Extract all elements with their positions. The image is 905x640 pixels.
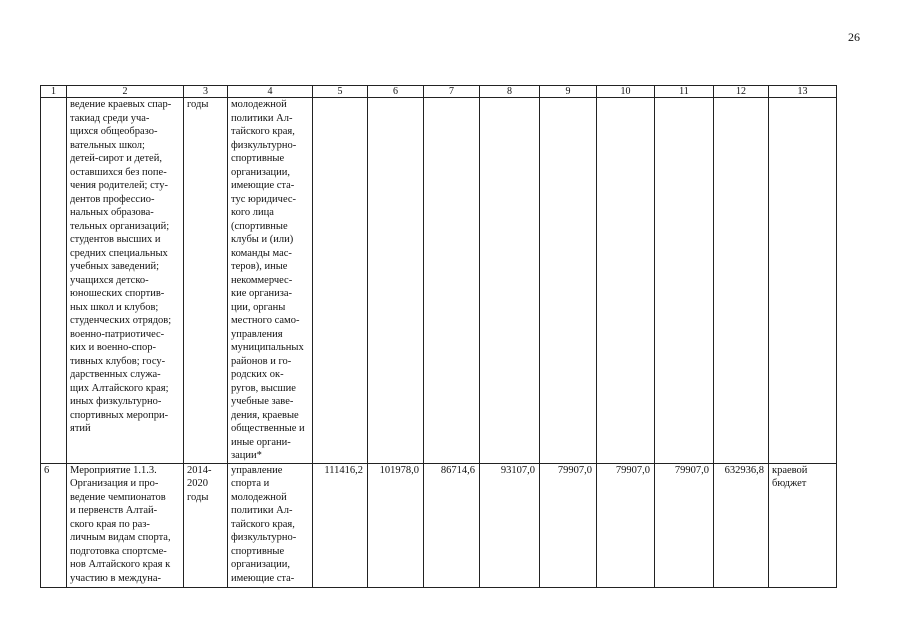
cell-text-line: родских ок- xyxy=(231,369,284,380)
cell-text-line: личным видам спорта, xyxy=(70,532,171,543)
cell-text-line: общественные и xyxy=(231,423,305,434)
cell-text-line: тивных клубов; госу- xyxy=(70,355,166,367)
cell-text-line: управление xyxy=(231,464,283,476)
cell-text-line: управления xyxy=(231,328,283,340)
value-cell xyxy=(480,98,540,464)
value-cell-2016: 86714,6 xyxy=(424,463,480,587)
cell-text-line: 2020 xyxy=(187,478,208,489)
cell-text-line: ции, органы xyxy=(231,301,286,313)
table-header-row xyxy=(41,86,837,98)
header-cell: 3 xyxy=(184,86,228,98)
cell-text-line: щих Алтайского края; xyxy=(70,382,169,394)
value-cell-2020: 79907,0 xyxy=(655,463,714,587)
cell-text-line: нов Алтайского края к xyxy=(70,559,171,570)
cell-text-line: ругов, высшие xyxy=(231,382,296,394)
cell-text-line: иных физкультурно- xyxy=(70,396,162,407)
cell-text-line: детей-сирот и детей, xyxy=(70,153,162,164)
cell-text-line: тельных организаций; xyxy=(70,220,170,232)
cell-text-line: зации* xyxy=(231,450,262,461)
value-cell-total: 632936,8 xyxy=(714,463,769,587)
cell-text-line: клубы и (или) xyxy=(231,234,294,245)
cell-text-line: команды мас- xyxy=(231,247,292,259)
table-row xyxy=(41,463,837,587)
cell-text-line: спортивные xyxy=(231,545,285,557)
cell-text-line: дения, краевые xyxy=(231,409,299,421)
cell-text-line: организации, xyxy=(231,559,290,570)
header-cell: 6 xyxy=(368,86,424,98)
cell-text-line: тайского края, xyxy=(231,518,295,530)
cell-text-line: организации, xyxy=(231,166,290,178)
value-cell xyxy=(597,98,655,464)
cell-text-line: муниципальных xyxy=(231,342,304,353)
cell-text-line: оставшихся без попе- xyxy=(70,166,167,178)
value-cell-2015: 101978,0 xyxy=(368,463,424,587)
cell-text-line: спорта и xyxy=(231,478,270,489)
cell-text-line: щихся общеобразо- xyxy=(70,126,158,137)
period-cell xyxy=(184,98,228,464)
cell-text-line: годы xyxy=(187,491,209,503)
cell-text-line: имеющие ста- xyxy=(231,572,295,584)
cell-text-line: молодежной xyxy=(231,491,287,503)
cell-text-line: спортивных меропри- xyxy=(70,409,169,421)
cell-text-line: физкультурно- xyxy=(231,139,297,151)
value-cell xyxy=(368,98,424,464)
cell-text-line: 2014- xyxy=(187,464,212,476)
value-cell-2019: 79907,0 xyxy=(597,463,655,587)
cell-text-line: чения родителей; сту- xyxy=(70,180,168,191)
cell-text-line: ких и военно-спор- xyxy=(70,342,157,353)
value-cell xyxy=(655,98,714,464)
cell-text-line: ведение чемпионатов xyxy=(70,491,166,503)
cell-text-line: годы xyxy=(187,99,209,110)
cell-text-line: нальных образова- xyxy=(70,207,154,218)
cell-text-line: некоммерчес- xyxy=(231,274,293,286)
cell-text-line: вательных школ; xyxy=(70,139,145,151)
table-row xyxy=(41,98,837,464)
cell-text-line: политики Ал- xyxy=(231,505,293,516)
cell-text-line: бюджет xyxy=(772,478,807,489)
cell-text-line: ятий xyxy=(70,423,91,434)
cell-text-line: политики Ал- xyxy=(231,112,293,124)
cell-text-line: кие организа- xyxy=(231,288,293,299)
cell-text-line: учебные заве- xyxy=(231,396,294,407)
cell-text-line: местного само- xyxy=(231,315,300,326)
header-cell: 9 xyxy=(540,86,597,98)
cell-text-line: и первенств Алтай- xyxy=(70,505,158,516)
value-cell xyxy=(424,98,480,464)
cell-text-line: учащихся детско- xyxy=(70,274,149,286)
value-cell xyxy=(714,98,769,464)
value-cell-2014: 111416,2 xyxy=(313,463,368,587)
cell-text-line: (спортивные xyxy=(231,220,288,232)
cell-text-line: юношеских спортив- xyxy=(70,288,165,299)
header-cell: 5 xyxy=(313,86,368,98)
cell-text-line: подготовка спортсме- xyxy=(70,545,167,557)
header-cell: 7 xyxy=(424,86,480,98)
cell-text-line: ных школ и клубов; xyxy=(70,301,159,313)
cell-text-line: студенческих отрядов; xyxy=(70,315,172,326)
cell-text-line: дарственных служа- xyxy=(70,369,161,380)
header-cell: 1 xyxy=(41,86,67,98)
cell-text-line: дентов профессио- xyxy=(70,193,155,205)
executors-cell xyxy=(228,463,313,587)
executors-cell xyxy=(228,98,313,464)
header-cell: 11 xyxy=(655,86,714,98)
cell-text-line: имеющие ста- xyxy=(231,180,295,191)
cell-text-line: ведение краевых спар- xyxy=(70,99,172,110)
cell-text-line: тус юридичес- xyxy=(231,193,297,205)
cell-text-line: краевой xyxy=(772,464,808,476)
cell-text-line: такиад среди уча- xyxy=(70,112,150,124)
cell-text-line: средних специальных xyxy=(70,247,168,259)
value-cell xyxy=(540,98,597,464)
header-cell: 8 xyxy=(480,86,540,98)
row-number-cell xyxy=(41,98,67,464)
cell-text-line: физкультурно- xyxy=(231,532,297,543)
cell-text-line: кого лица xyxy=(231,207,274,218)
cell-text-line: тайского края, xyxy=(231,126,295,137)
cell-text-line: учебных заведений; xyxy=(70,261,160,272)
cell-text-line: участию в междуна- xyxy=(70,572,162,584)
page-number: 26 xyxy=(848,30,860,44)
period-cell xyxy=(184,463,228,587)
header-cell: 13 xyxy=(769,86,837,98)
cell-text-line: военно-патриотичес- xyxy=(70,328,165,340)
row-number-cell: 6 xyxy=(41,463,67,587)
cell-text-line: теров), иные xyxy=(231,261,288,272)
funding-source-cell xyxy=(769,463,837,587)
cell-text-line: студентов высших и xyxy=(70,234,161,245)
event-description-cell xyxy=(67,98,184,464)
budget-table xyxy=(40,85,837,588)
cell-text-line: спортивные xyxy=(231,153,285,164)
cell-text-line: молодежной xyxy=(231,99,287,110)
cell-text-line: Организация и про- xyxy=(70,478,159,489)
cell-text-line: иные органи- xyxy=(231,436,291,448)
header-cell: 2 xyxy=(67,86,184,98)
header-cell: 12 xyxy=(714,86,769,98)
event-description-cell xyxy=(67,463,184,587)
value-cell-2018: 79907,0 xyxy=(540,463,597,587)
value-cell-2017: 93107,0 xyxy=(480,463,540,587)
cell-text-line: ского края по раз- xyxy=(70,518,150,530)
header-cell: 10 xyxy=(597,86,655,98)
cell-text-line: Мероприятие 1.1.3. xyxy=(70,464,157,476)
header-cell: 4 xyxy=(228,86,313,98)
cell-text-line: районов и го- xyxy=(231,355,292,367)
value-cell xyxy=(313,98,368,464)
funding-source-cell xyxy=(769,98,837,464)
